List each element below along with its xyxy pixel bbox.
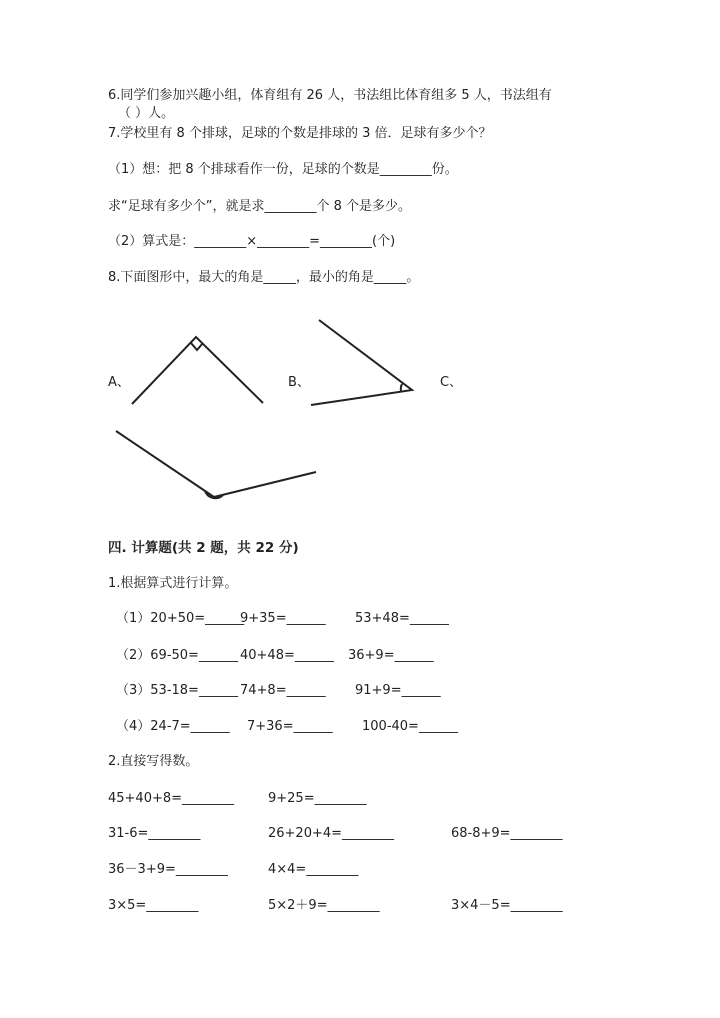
calc-item: 45+40+8=________ [108,791,235,806]
calc-item: 91+9=______ [355,683,441,698]
calc-item: 4×4=________ [268,862,359,877]
calc-item: 74+8=______ [240,683,326,698]
q7-ask: 求“足球有多少个”，就是求________个 8 个是多少。 [108,199,412,214]
s4-q1-title: 1.根据算式进行计算。 [108,576,238,591]
calc-item: 100-40=______ [362,719,458,734]
calc-item: （3）53-18=______ [116,683,238,698]
angle-b-label: B、 [288,375,310,390]
calc-item: 7+36=______ [247,719,333,734]
calc-item: 3×5=________ [108,898,199,913]
angle-b-figure [311,320,412,405]
calc-item: 36+9=______ [348,648,434,663]
calc-item: 9+35=______ [240,611,326,626]
s4-q2-title: 2.直接写得数。 [108,754,199,769]
calc-item: 9+25=________ [268,791,367,806]
q7-part2: （2）算式是：________×________=________(个) [108,234,396,249]
q7-title: 7.学校里有 8 个排球，足球的个数是排球的 3 倍．足球有多少个？ [108,126,492,141]
calc-item: 36－3+9=________ [108,862,228,877]
calc-item: （2）69-50=______ [116,648,238,663]
q6-line1: 6.同学们参加兴趣小组，体育组有 26 人，书法组比体育组多 5 人，书法组有 [108,88,552,103]
section4-title: 四. 计算题(共 2 题，共 22 分) [108,540,299,556]
calc-item: 68-8+9=________ [451,826,563,841]
calc-item: 40+48=______ [240,648,334,663]
calc-item: 3×4－5=________ [451,898,563,913]
angle-a-label: A、 [108,375,130,390]
q8-title: 8.下面图形中，最大的角是_____，最小的角是_____。 [108,270,420,285]
angle-c-figure [116,431,316,498]
calc-item: （4）24-7=______ [116,719,230,734]
angle-c-label: C、 [440,375,463,390]
calc-item: 5×2＋9=________ [268,898,380,913]
calc-item: 53+48=______ [355,611,449,626]
angle-a-figure [132,337,263,404]
calc-item: 31-6=________ [108,826,201,841]
calc-item: 26+20+4=________ [268,826,395,841]
calc-item: （1）20+50=______ [116,611,245,626]
q7-part1: （1）想：把 8 个排球看作一份，足球的个数是________份。 [108,162,458,177]
q6-line2: （ ）人。 [118,106,175,121]
